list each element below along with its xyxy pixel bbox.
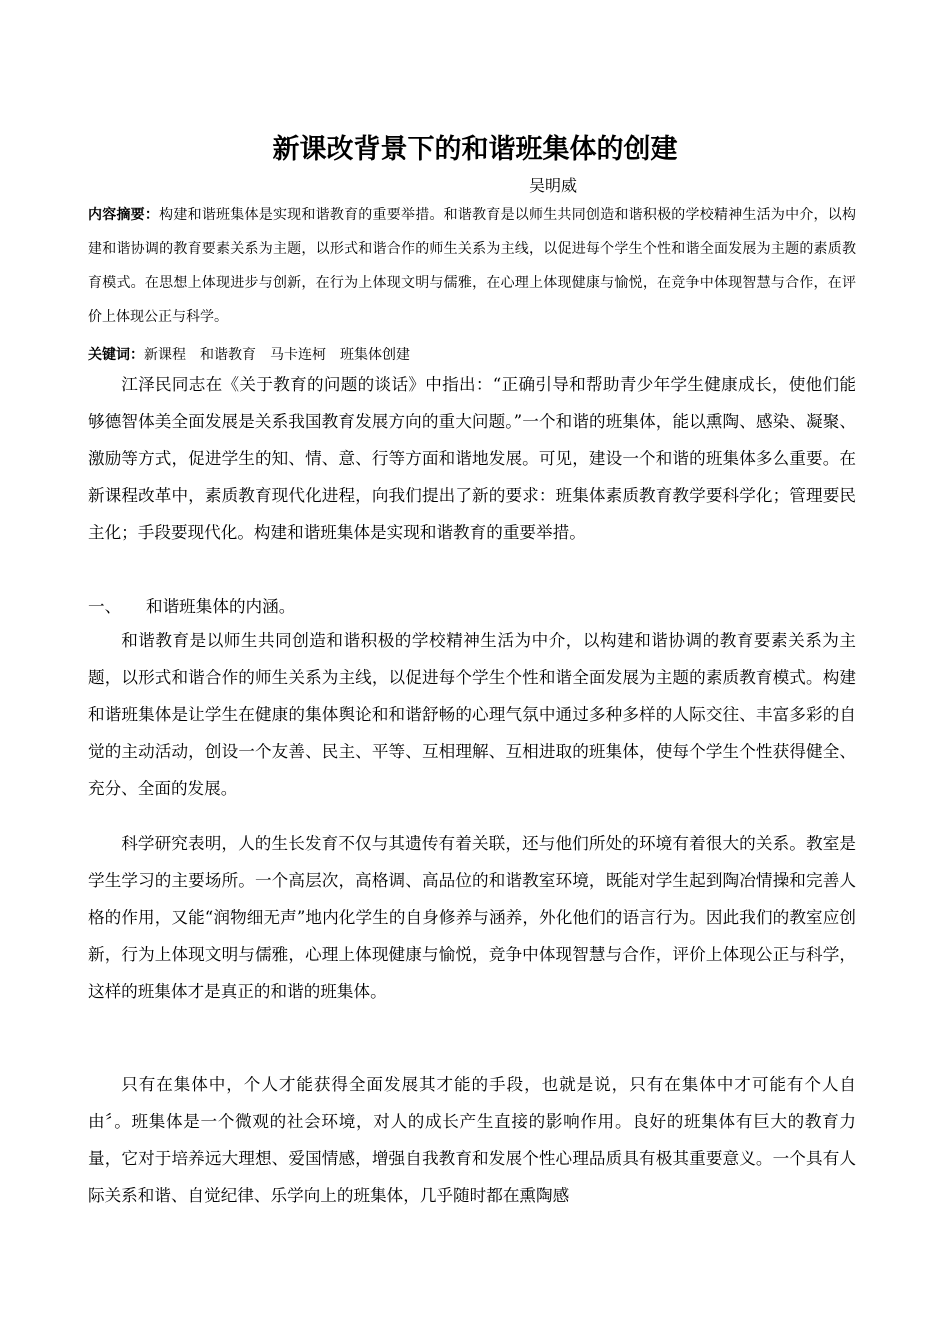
author-name: 吴明威 (529, 176, 578, 195)
section-title: 和谐班集体的内涵。 (146, 597, 296, 616)
intro-paragraph: 江泽民同志在《关于教育的问题的谈话》中指出：“正确引导和帮助青少年学生健康成长，使他们能够德智体美全面发展是关系我国教育发展方向的重大问题。”一个和谐的班集体，能以熏陶、感染、凝聚、激励等方式，促进学生的知、情、意、行等方面和谐地发展。可见，建设一个和谐的班集体多么重要。在新课程改革中，素质教育现代化进程，向我们提出了新的要求：班集体素质教育教学要科学化；管理要民主化；手段要现代化。构建和谐班集体是实现和谐教育的重要举措。 (88, 375, 856, 542)
keyword: 班集体创建 (340, 347, 410, 363)
abstract-label: 内容摘要： (88, 207, 160, 223)
document-title: 新课改背景下的和谐班集体的创建 (272, 134, 678, 165)
section-heading (88, 588, 295, 625)
section-number: 一、 (88, 597, 122, 616)
abstract-text: 构建和谐班集体是实现和谐教育的重要举措。和谐教育是以师生共同创造和谐积极的学校精神生活为中介，以构建和谐协调的教育要素关系为主题，以形式和谐合作的师生关系为主线，以促进每个学生个性和谐全面发展为主题的素质教育模式。在思想上体现进步与创新，在行为上体现文明与儒雅，在心理上体现健康与愉悦，在竞争中体现智慧与合作，在评价上体现公正与科学。 (88, 207, 857, 325)
keywords-label: 关键词： (88, 347, 144, 363)
body-paragraph: 和谐教育是以师生共同创造和谐积极的学校精神生活为中介，以构建和谐协调的教育要素关系为主题，以形式和谐合作的师生关系为主线，以促进每个学生个性和谐全面发展为主题的素质教育模式。构建和谐班集体是让学生在健康的集体舆论和和谐舒畅的心理气氛中通过多种多样的人际交往、丰富多彩的自觉的主动活动，创设一个友善、民主、平等、互相理解、互相进取的班集体，使每个学生个性获得健全、充分、全面的发展。 (88, 631, 856, 798)
body-paragraph: 科学研究表明，人的生长发育不仅与其遗传有着关联，还与他们所处的环境有着很大的关系。教室是学生学习的主要场所。一个高层次，高格调、高品位的和谐教室环境，既能对学生起到陶冶情操和完善人格的作用，又能“润物细无声”地内化学生的自身修养与涵养，外化他们的语言行为。因此我们的教室应创新，行为上体现文明与儒雅，心理上体现健康与愉悦，竞争中体现智慧与合作，评价上体现公正与科学，这样的班集体才是真正的和谐的班集体。 (88, 834, 856, 1001)
body-paragraph: 只有在集体中，个人才能获得全面发展其才能的手段，也就是说，只有在集体中才可能有个人自由〞。班集体是一个微观的社会环境，对人的成长产生直接的影响作用。良好的班集体有巨大的教育力量，它对于培养远大理想、爱国情感，增强自我教育和发展个性心理品质具有极其重要意义。一个具有人际关系和谐、自觉纪律、乐学向上的班集体，几乎随时都在熏陶感 (88, 1075, 856, 1205)
abstract (88, 198, 856, 334)
keyword: 新课程 (144, 347, 186, 363)
keywords (88, 342, 856, 368)
keyword: 和谐教育 (200, 347, 256, 363)
keyword: 马卡连柯 (270, 347, 326, 363)
